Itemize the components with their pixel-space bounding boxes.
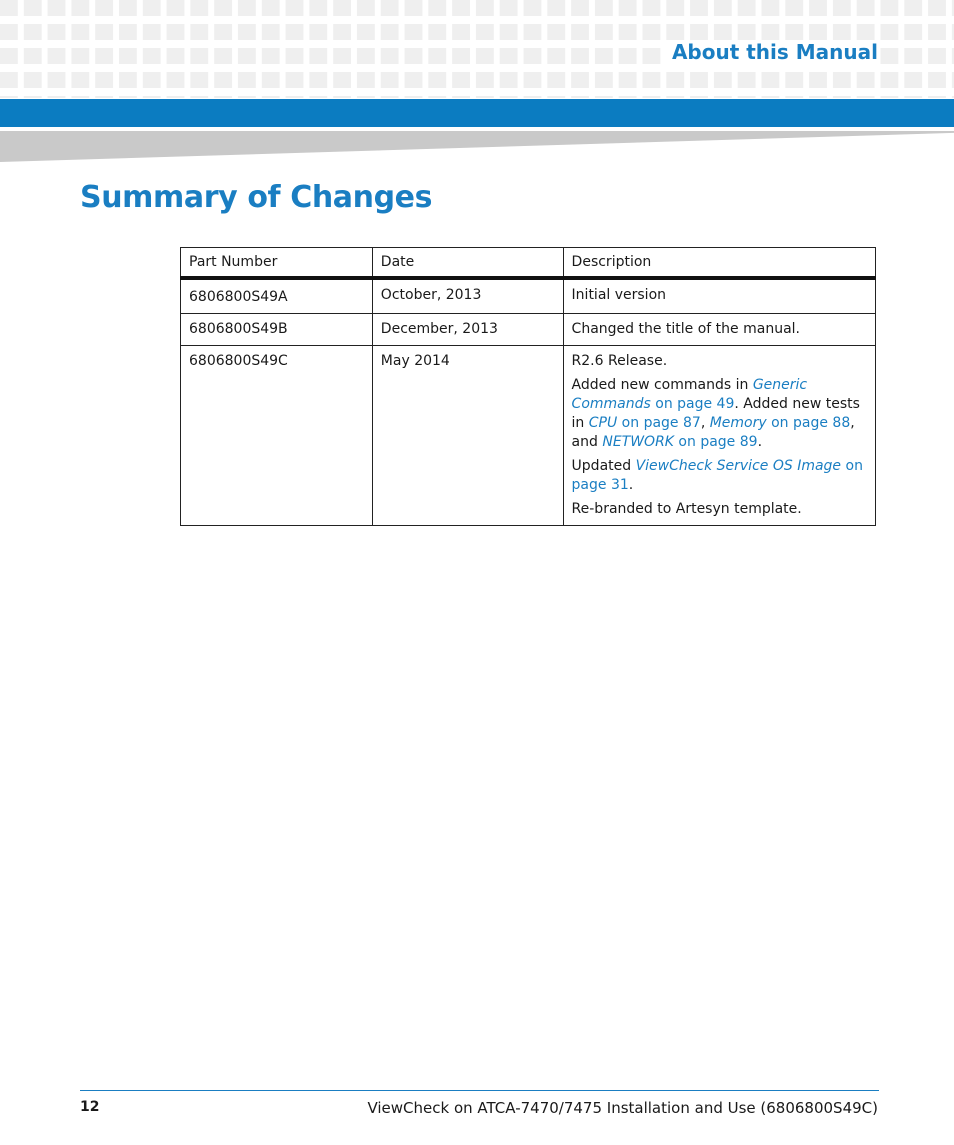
network-link[interactable]: NETWORK on page 89 [602, 434, 758, 450]
description-rebranded: Re-branded to Artesyn template. [571, 501, 802, 517]
header-blue-band [0, 99, 954, 127]
header-gray-wedge [0, 131, 954, 162]
description-added-commands [572, 376, 867, 452]
memory-link[interactable]: Memory on page 88 [709, 415, 851, 431]
column-header-description: Description [563, 248, 875, 279]
footer-rule [80, 1090, 879, 1091]
description-release-line: R2.6 Release. [571, 353, 668, 369]
column-header-part-number: Part Number [181, 248, 373, 279]
description-cell [563, 346, 875, 526]
table-row [181, 278, 876, 314]
description-text: . [757, 434, 763, 450]
column-header-date: Date [372, 248, 563, 279]
description-updated [572, 457, 867, 495]
footer-document-title: ViewCheck on ATCA-7470/7475 Installation and Use (6806800S49C) [367, 1099, 878, 1117]
description-text: . Added new tests in [571, 396, 860, 431]
cpu-link[interactable]: CPU on page 87 [588, 415, 701, 431]
table-row [181, 346, 876, 526]
table-header-row [181, 248, 876, 279]
changes-table [180, 247, 876, 526]
page-title: Summary of Changes [80, 180, 433, 215]
section-header-title: About this Manual [666, 40, 878, 64]
description-text: , [700, 415, 710, 431]
description-text: , and [571, 415, 855, 450]
part-number-cell: 6806800S49B [181, 314, 373, 346]
part-number-cell: 6806800S49C [181, 346, 373, 526]
viewcheck-image-link[interactable]: ViewCheck Service OS Image on page 31 [571, 458, 863, 493]
page-number: 12 [80, 1099, 100, 1115]
table-row [181, 314, 876, 346]
description-text: Added new commands in [571, 377, 753, 393]
description-text: . [628, 477, 634, 493]
date-cell: October, 2013 [372, 278, 563, 314]
description-text: Updated [571, 458, 636, 474]
part-number-cell: 6806800S49A [181, 278, 373, 314]
date-cell: May 2014 [372, 346, 563, 526]
date-cell: December, 2013 [372, 314, 563, 346]
generic-commands-link[interactable]: Generic Commands on page 49 [571, 377, 808, 412]
description-cell: Changed the title of the manual. [563, 314, 875, 346]
description-cell: Initial version [563, 278, 875, 314]
